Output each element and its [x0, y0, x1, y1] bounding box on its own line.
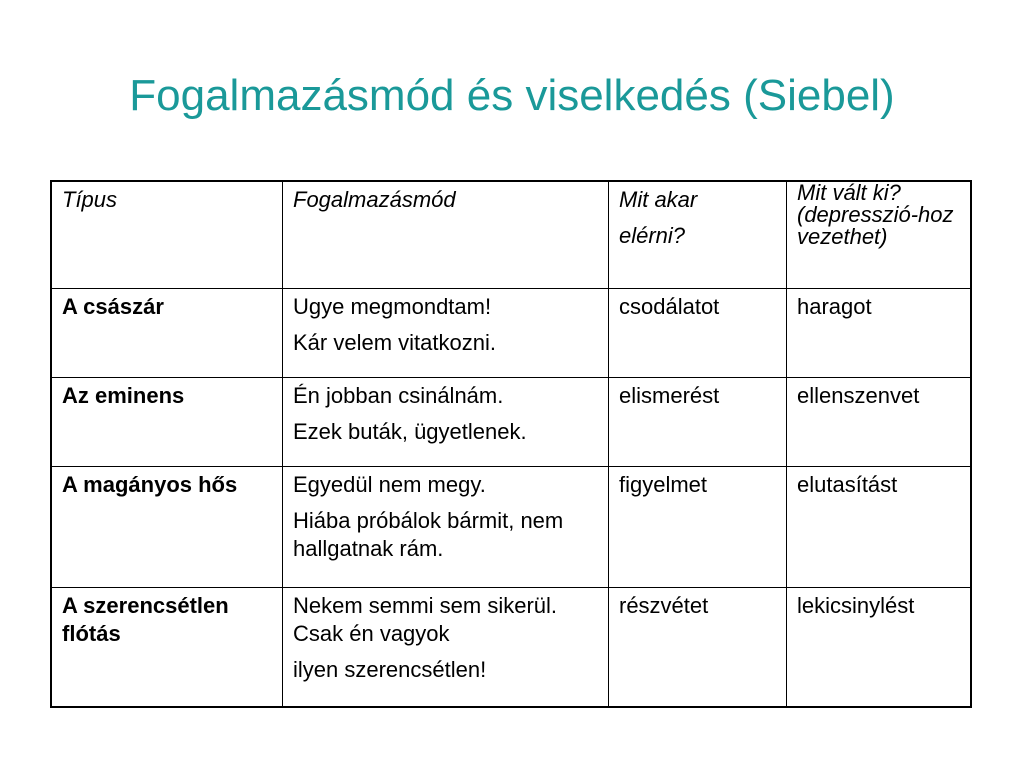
row-phrasing — [283, 378, 609, 467]
row-triggers: ellenszenvet — [787, 378, 972, 467]
table-row — [51, 588, 971, 708]
phrasing-line: Egyedül nem megy. — [293, 472, 486, 497]
row-type: A szerencsétlen flótás — [51, 588, 283, 708]
row-phrasing — [283, 467, 609, 588]
header-triggers-label: Mit vált ki? (depresszió-hoz vezethet) — [797, 180, 954, 249]
header-phrasing-label: Fogalmazásmód — [293, 187, 456, 212]
header-wants-line-1: Mit akar — [619, 187, 698, 212]
table-row — [51, 378, 971, 467]
row-triggers: haragot — [787, 289, 972, 378]
phrasing-line: Nekem semmi sem sikerül. Csak én vagyok — [293, 593, 558, 646]
behavior-table — [50, 180, 972, 708]
row-type: A magányos hős — [51, 467, 283, 588]
phrasing-line: Hiába próbálok bármit, nem hallgatnak rám. — [293, 508, 564, 561]
row-wants: csodálatot — [609, 289, 787, 378]
row-triggers: lekicsinylést — [787, 588, 972, 708]
header-triggers — [787, 181, 972, 289]
table-row — [51, 467, 971, 588]
table-row — [51, 289, 971, 378]
row-phrasing — [283, 588, 609, 708]
row-wants: elismerést — [609, 378, 787, 467]
header-type — [51, 181, 283, 289]
row-wants: részvétet — [609, 588, 787, 708]
table-header-row — [51, 181, 971, 289]
row-type: Az eminens — [51, 378, 283, 467]
phrasing-line: Kár velem vitatkozni. — [293, 330, 496, 355]
header-wants-line-2: elérni? — [619, 223, 686, 248]
slide-title: Fogalmazásmód és viselkedés (Siebel) — [129, 71, 895, 120]
header-wants — [609, 181, 787, 289]
phrasing-line: ilyen szerencsétlen! — [293, 657, 487, 682]
header-type-label: Típus — [62, 187, 118, 212]
row-triggers: elutasítást — [787, 467, 972, 588]
row-wants: figyelmet — [609, 467, 787, 588]
header-phrasing — [283, 181, 609, 289]
phrasing-line: Ezek buták, ügyetlenek. — [293, 419, 527, 444]
phrasing-line: Én jobban csinálnám. — [293, 383, 504, 408]
row-type: A császár — [51, 289, 283, 378]
phrasing-line: Ugye megmondtam! — [293, 294, 492, 319]
row-phrasing — [283, 289, 609, 378]
